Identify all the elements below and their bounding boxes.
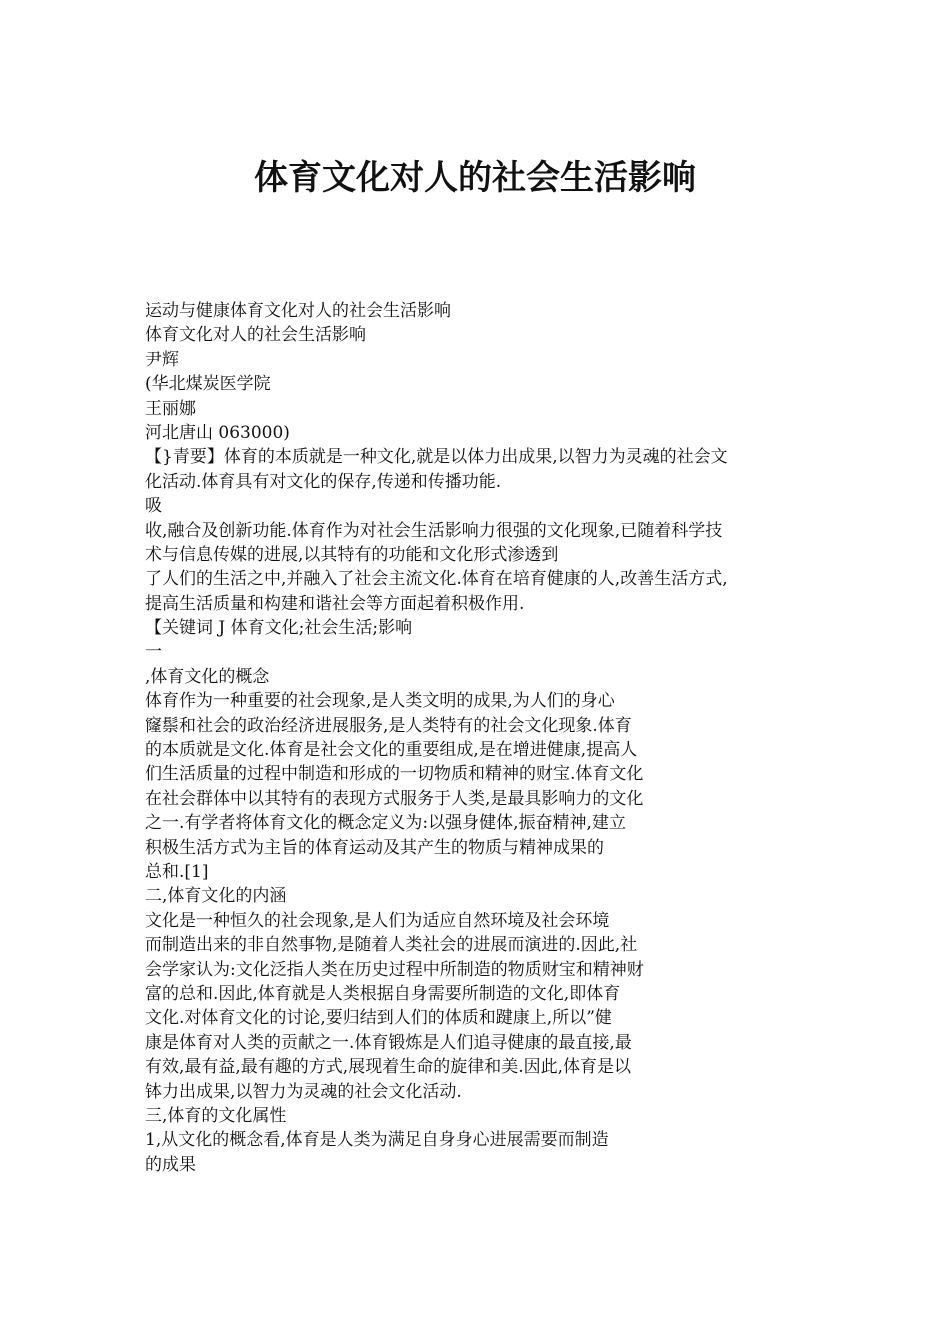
text-line: 窿鬃和社会的政治经济进展服务,是人类特有的社会文化现象.体育: [145, 715, 632, 736]
text-line: 了人们的生活之中,并融入了社会主流文化.体育在培育健康的人,改善生活方式,: [145, 569, 728, 590]
text-line: 文化是一种恒久的社会现象,是人们为适应自然环境及社会环境: [145, 910, 610, 931]
text-line: 术与信息传媒的进展,以其特有的功能和文化形式渗透到: [145, 544, 559, 565]
text-line: 而制造出来的非自然事物,是随着人类社会的进展而演进的.因此,社: [145, 935, 638, 956]
text-line: 【关键词 J 体育文化;社会生活;影响: [145, 618, 413, 639]
text-line: 体育作为一种重要的社会现象,是人类文明的成果,为人们的身心: [145, 691, 615, 712]
text-line: 一: [145, 642, 162, 663]
text-line: (华北煤炭医学院: [145, 374, 271, 395]
text-line: 在社会群体中以其特有的表现方式服务于人类,是最具影响力的文化: [145, 788, 644, 809]
text-line: 运动与健康体育文化对人的社会生活影响: [145, 301, 451, 321]
text-line: 三,体育的文化属性: [145, 1105, 287, 1126]
text-line: 王丽娜: [145, 398, 196, 419]
text-line: 钵力出成果,以智力为灵魂的社会文化活动.: [145, 1081, 462, 1102]
text-line: 二,体育文化的内涵: [145, 886, 287, 907]
text-line: 总和.[1]: [145, 861, 209, 882]
text-line: ,体育文化的概念: [145, 666, 270, 687]
text-line: 体育文化对人的社会生活影响: [145, 325, 366, 346]
text-line: 河北唐山 063000): [145, 422, 290, 443]
text-line: 文化.对体育文化的讨论,要归结到人们的体质和踺康上,所以”健: [145, 1008, 612, 1029]
text-line: 的成果: [145, 1154, 196, 1175]
text-line: 的本质就是文化.体育是社会文化的重要组成,是在增进健康,提高人: [145, 740, 638, 761]
document-body: [145, 299, 815, 1177]
text-line: 康是体育对人类的贡献之一.体育锻炼是人们追寻健康的最直接,最: [145, 1032, 632, 1053]
text-line: 积极生活方式为主旨的体育运动及其产生的物质与精神成果的: [145, 837, 604, 858]
text-line: 化活动.体育具有对文化的保存,传递和传播功能.: [145, 471, 502, 492]
text-line: 尹辉: [145, 349, 179, 370]
text-line: 有效,最有益,最有趣的方式,展现着生命的旋律和美.因此,体育是以: [145, 1057, 632, 1078]
text-line: 之一.有学者将体育文化的概念定义为:以强身健体,振奋精神,建立: [145, 813, 626, 834]
text-line: 提高生活质量和构建和谐社会等方面起着积极作用.: [145, 593, 525, 614]
text-line: 会学家认为:文化泛指人类在历史过程中所制造的物质财宝和精神财: [145, 959, 644, 980]
text-line: 1,从文化的概念看,体育是人类为满足自身身心进展需要而制造: [145, 1130, 609, 1151]
text-line: 富的总和.因此,体育就是人类根据自身需要所制造的文化,即体育: [145, 983, 621, 1004]
text-line: 收,融合及创新功能.体育作为对社会生活影响力很强的文化现象,已随着科学技: [145, 520, 723, 541]
text-line: 【}青要】体育的本质就是一种文化,就是以体力出成果,以智力为灵魂的社会文: [145, 447, 728, 468]
text-line: 们生活质量的过程中制造和形成的一切物质和精神的财宝.体育文化: [145, 764, 644, 785]
document-title: 体育文化对人的社会生活影响: [254, 158, 696, 198]
text-line: 吸: [145, 496, 162, 517]
